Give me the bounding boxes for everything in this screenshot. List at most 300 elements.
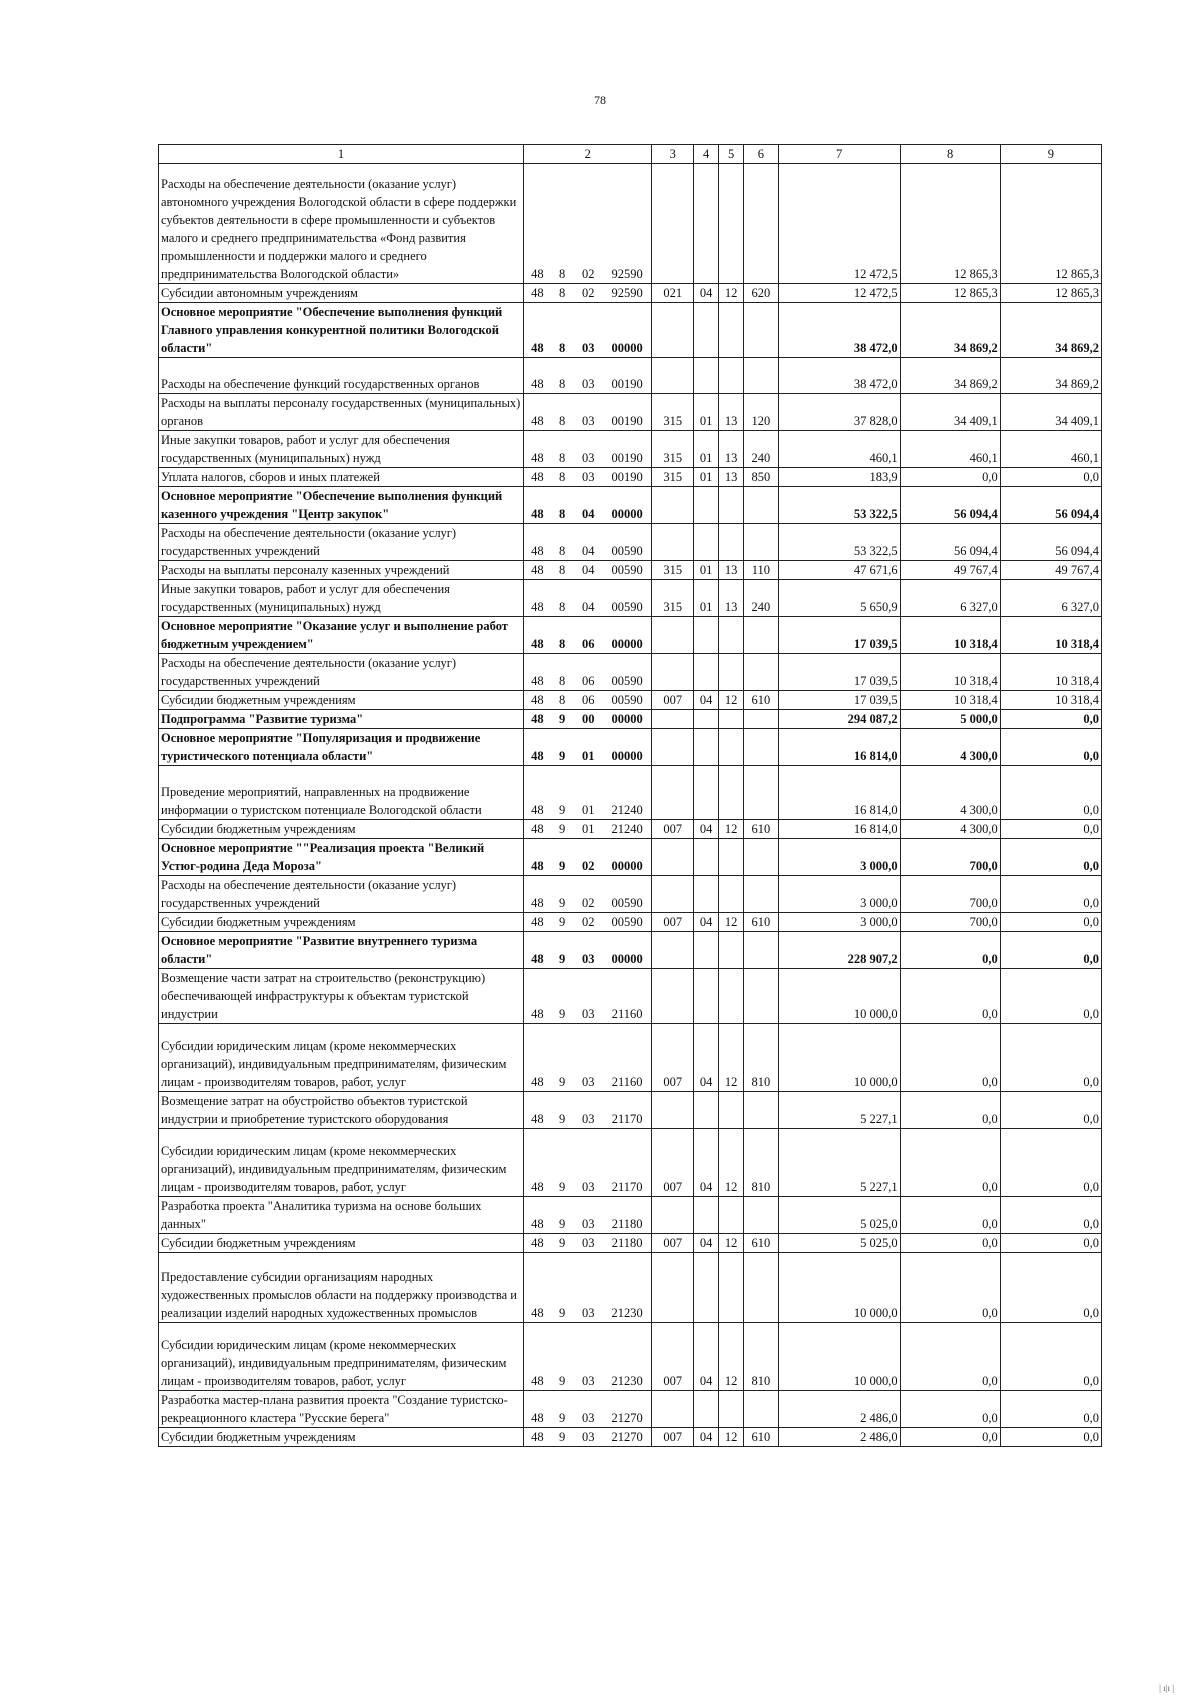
cell-c5	[719, 358, 744, 394]
cell-v7: 16 814,0	[778, 820, 900, 839]
cell-c: 03	[574, 394, 603, 431]
header-cell: 5	[719, 145, 744, 164]
cell-v9: 0,0	[1000, 1092, 1101, 1129]
cell-a: 48	[524, 932, 551, 969]
header-row	[159, 145, 1102, 164]
cell-c3: 007	[652, 691, 694, 710]
cell-d: 00000	[603, 839, 652, 876]
cell-b: 8	[551, 580, 574, 617]
cell-c5	[719, 839, 744, 876]
table-row	[159, 284, 1102, 303]
cell-c: 03	[574, 1024, 603, 1092]
cell-v8: 0,0	[900, 1428, 1000, 1447]
cell-c4	[694, 876, 719, 913]
cell-v9: 0,0	[1000, 876, 1101, 913]
cell-a: 48	[524, 580, 551, 617]
table-row	[159, 1197, 1102, 1234]
cell-v7: 3 000,0	[778, 876, 900, 913]
cell-a: 48	[524, 729, 551, 766]
cell-c4: 01	[694, 431, 719, 468]
cell-d: 00190	[603, 431, 652, 468]
cell-v7: 47 671,6	[778, 561, 900, 580]
cell-c4	[694, 1197, 719, 1234]
cell-d: 21240	[603, 820, 652, 839]
cell-b: 9	[551, 1253, 574, 1323]
cell-c3: 007	[652, 1024, 694, 1092]
cell-b: 8	[551, 524, 574, 561]
header-cell: 1	[159, 145, 524, 164]
cell-c5: 13	[719, 394, 744, 431]
cell-a: 48	[524, 1391, 551, 1428]
header-cell: 2	[524, 145, 652, 164]
cell-c6	[744, 617, 778, 654]
cell-d: 21270	[603, 1391, 652, 1428]
cell-c5	[719, 1253, 744, 1323]
row-name: Субсидии юридическим лицам (кроме некоммерческих организаций), индивидуальным предпринимателям, физическим лицам - производителям товаров, работ, услуг	[159, 1323, 524, 1391]
cell-c4: 01	[694, 561, 719, 580]
cell-c3	[652, 1253, 694, 1323]
cell-a: 48	[524, 820, 551, 839]
cell-c6: 810	[744, 1024, 778, 1092]
cell-v9: 10 318,4	[1000, 691, 1101, 710]
cell-c: 04	[574, 487, 603, 524]
cell-v8: 56 094,4	[900, 524, 1000, 561]
cell-v8: 5 000,0	[900, 710, 1000, 729]
cell-b: 9	[551, 1024, 574, 1092]
cell-v9: 10 318,4	[1000, 654, 1101, 691]
table-row	[159, 164, 1102, 284]
cell-c5	[719, 876, 744, 913]
cell-c: 03	[574, 1391, 603, 1428]
cell-c3: 007	[652, 913, 694, 932]
cell-v8: 10 318,4	[900, 617, 1000, 654]
cell-c: 02	[574, 839, 603, 876]
cell-b: 8	[551, 394, 574, 431]
cell-v9: 0,0	[1000, 1129, 1101, 1197]
cell-d: 00590	[603, 691, 652, 710]
cell-c5: 13	[719, 561, 744, 580]
header-cell: 3	[652, 145, 694, 164]
cell-d: 00190	[603, 468, 652, 487]
cell-v8: 0,0	[900, 1234, 1000, 1253]
cell-v7: 10 000,0	[778, 1323, 900, 1391]
table-row	[159, 932, 1102, 969]
table-row	[159, 1024, 1102, 1092]
cell-a: 48	[524, 1197, 551, 1234]
cell-v8: 34 869,2	[900, 358, 1000, 394]
row-name: Проведение мероприятий, направленных на продвижение информации о туристском потенциале Вологодской области	[159, 766, 524, 820]
cell-b: 9	[551, 1197, 574, 1234]
cell-d: 00590	[603, 561, 652, 580]
cell-v7: 53 322,5	[778, 524, 900, 561]
cell-c6: 610	[744, 691, 778, 710]
cell-b: 8	[551, 617, 574, 654]
row-name: Субсидии юридическим лицам (кроме некоммерческих организаций), индивидуальным предпринимателям, физическим лицам - производителям товаров, работ, услуг	[159, 1129, 524, 1197]
cell-c6: 610	[744, 913, 778, 932]
cell-c4: 04	[694, 913, 719, 932]
cell-b: 9	[551, 766, 574, 820]
cell-b: 8	[551, 284, 574, 303]
cell-d: 21160	[603, 969, 652, 1024]
cell-b: 9	[551, 1234, 574, 1253]
cell-v7: 10 000,0	[778, 969, 900, 1024]
table-row	[159, 468, 1102, 487]
cell-c5: 12	[719, 1129, 744, 1197]
cell-c5: 12	[719, 1323, 744, 1391]
cell-c: 01	[574, 766, 603, 820]
cell-v9: 6 327,0	[1000, 580, 1101, 617]
cell-a: 48	[524, 394, 551, 431]
row-name: Субсидии автономным учреждениям	[159, 284, 524, 303]
cell-v8: 0,0	[900, 468, 1000, 487]
cell-d: 00190	[603, 394, 652, 431]
cell-c: 06	[574, 691, 603, 710]
cell-c3: 021	[652, 284, 694, 303]
cell-b: 9	[551, 729, 574, 766]
cell-c: 01	[574, 729, 603, 766]
cell-a: 48	[524, 468, 551, 487]
table-row	[159, 710, 1102, 729]
cell-c3	[652, 729, 694, 766]
table-row	[159, 1129, 1102, 1197]
table-row	[159, 431, 1102, 468]
cell-v7: 53 322,5	[778, 487, 900, 524]
table-row	[159, 654, 1102, 691]
cell-v9: 0,0	[1000, 932, 1101, 969]
cell-d: 00000	[603, 729, 652, 766]
cell-a: 48	[524, 561, 551, 580]
cell-c: 03	[574, 1197, 603, 1234]
cell-c5: 13	[719, 580, 744, 617]
header-cell: 7	[778, 145, 900, 164]
row-name: Иные закупки товаров, работ и услуг для обеспечения государственных (муниципальных) нужд	[159, 431, 524, 468]
row-name: Субсидии юридическим лицам (кроме некоммерческих организаций), индивидуальным предпринимателям, физическим лицам - производителям товаров, работ, услуг	[159, 1024, 524, 1092]
cell-c3	[652, 303, 694, 358]
cell-c5	[719, 729, 744, 766]
cell-c: 03	[574, 358, 603, 394]
header-cell: 8	[900, 145, 1000, 164]
cell-v7: 17 039,5	[778, 691, 900, 710]
row-name: Субсидии бюджетным учреждениям	[159, 1234, 524, 1253]
cell-c3	[652, 876, 694, 913]
cell-c5: 12	[719, 284, 744, 303]
cell-v9: 34 869,2	[1000, 358, 1101, 394]
cell-d: 92590	[603, 164, 652, 284]
cell-v9: 56 094,4	[1000, 487, 1101, 524]
cell-c6	[744, 487, 778, 524]
cell-c6	[744, 1391, 778, 1428]
cell-c3	[652, 524, 694, 561]
cell-d: 21180	[603, 1197, 652, 1234]
cell-b: 9	[551, 1129, 574, 1197]
cell-c4: 04	[694, 284, 719, 303]
cell-a: 48	[524, 431, 551, 468]
cell-c3: 007	[652, 820, 694, 839]
cell-c4	[694, 164, 719, 284]
page-number: 78	[594, 93, 606, 107]
cell-v9: 34 869,2	[1000, 303, 1101, 358]
cell-v8: 0,0	[900, 932, 1000, 969]
cell-b: 9	[551, 876, 574, 913]
cell-c3	[652, 766, 694, 820]
cell-d: 00000	[603, 487, 652, 524]
cell-v9: 0,0	[1000, 820, 1101, 839]
cell-c5: 13	[719, 468, 744, 487]
cell-c3: 007	[652, 1234, 694, 1253]
cell-c: 03	[574, 1253, 603, 1323]
cell-c5	[719, 766, 744, 820]
cell-v7: 16 814,0	[778, 729, 900, 766]
row-name: Основное мероприятие "Обеспечение выполнения функций Главного управления конкурентной политики Вологодской области"	[159, 303, 524, 358]
cell-v7: 37 828,0	[778, 394, 900, 431]
row-name: Основное мероприятие "Оказание услуг и выполнение работ бюджетным учреждением"	[159, 617, 524, 654]
cell-c: 03	[574, 468, 603, 487]
cell-c5	[719, 303, 744, 358]
cell-v7: 10 000,0	[778, 1253, 900, 1323]
cell-c4	[694, 932, 719, 969]
cell-d: 21180	[603, 1234, 652, 1253]
cell-a: 48	[524, 710, 551, 729]
cell-v8: 6 327,0	[900, 580, 1000, 617]
table-row	[159, 1323, 1102, 1391]
cell-c5	[719, 487, 744, 524]
cell-v8: 460,1	[900, 431, 1000, 468]
cell-v8: 10 318,4	[900, 654, 1000, 691]
cell-c: 06	[574, 654, 603, 691]
table-row	[159, 580, 1102, 617]
cell-v7: 460,1	[778, 431, 900, 468]
cell-v7: 5 025,0	[778, 1197, 900, 1234]
cell-b: 9	[551, 1323, 574, 1391]
cell-v9: 0,0	[1000, 710, 1101, 729]
cell-c3	[652, 839, 694, 876]
cell-c6: 240	[744, 431, 778, 468]
cell-a: 48	[524, 358, 551, 394]
cell-a: 48	[524, 303, 551, 358]
scan-mark: | ı|ı |	[1159, 1683, 1174, 1693]
cell-c5	[719, 932, 744, 969]
cell-d: 21230	[603, 1323, 652, 1391]
cell-c4: 04	[694, 691, 719, 710]
cell-d: 00590	[603, 876, 652, 913]
cell-v9: 0,0	[1000, 766, 1101, 820]
cell-v8: 34 869,2	[900, 303, 1000, 358]
cell-v8: 4 300,0	[900, 766, 1000, 820]
cell-b: 9	[551, 932, 574, 969]
cell-v9: 56 094,4	[1000, 524, 1101, 561]
cell-c: 04	[574, 524, 603, 561]
cell-a: 48	[524, 1234, 551, 1253]
cell-d: 21240	[603, 766, 652, 820]
cell-c6: 120	[744, 394, 778, 431]
cell-c3: 315	[652, 394, 694, 431]
row-name: Иные закупки товаров, работ и услуг для обеспечения государственных (муниципальных) нужд	[159, 580, 524, 617]
cell-c3	[652, 969, 694, 1024]
cell-c4	[694, 729, 719, 766]
cell-c5: 12	[719, 820, 744, 839]
cell-c4	[694, 710, 719, 729]
cell-c4: 04	[694, 1129, 719, 1197]
cell-c6	[744, 729, 778, 766]
cell-v7: 12 472,5	[778, 284, 900, 303]
cell-v7: 17 039,5	[778, 617, 900, 654]
cell-d: 92590	[603, 284, 652, 303]
cell-c3	[652, 1197, 694, 1234]
cell-v7: 10 000,0	[778, 1024, 900, 1092]
cell-c4	[694, 839, 719, 876]
cell-a: 48	[524, 1253, 551, 1323]
cell-c6	[744, 766, 778, 820]
cell-v8: 49 767,4	[900, 561, 1000, 580]
cell-c5	[719, 524, 744, 561]
table-row	[159, 617, 1102, 654]
cell-d: 21160	[603, 1024, 652, 1092]
cell-c3	[652, 617, 694, 654]
cell-v7: 16 814,0	[778, 766, 900, 820]
cell-c3	[652, 487, 694, 524]
cell-v8: 700,0	[900, 839, 1000, 876]
cell-c: 03	[574, 1323, 603, 1391]
cell-v9: 10 318,4	[1000, 617, 1101, 654]
cell-d: 00000	[603, 617, 652, 654]
cell-v7: 2 486,0	[778, 1428, 900, 1447]
cell-v8: 0,0	[900, 1323, 1000, 1391]
cell-c5	[719, 1197, 744, 1234]
cell-v7: 2 486,0	[778, 1391, 900, 1428]
row-name: Расходы на выплаты персоналу казенных учреждений	[159, 561, 524, 580]
header-cell: 6	[744, 145, 778, 164]
cell-c5: 12	[719, 1234, 744, 1253]
cell-b: 8	[551, 303, 574, 358]
row-name: Субсидии бюджетным учреждениям	[159, 820, 524, 839]
cell-c6: 610	[744, 820, 778, 839]
cell-c4: 04	[694, 1234, 719, 1253]
cell-c3	[652, 710, 694, 729]
table-row	[159, 839, 1102, 876]
cell-c6: 620	[744, 284, 778, 303]
cell-c6	[744, 1197, 778, 1234]
cell-d: 00000	[603, 303, 652, 358]
cell-v9: 0,0	[1000, 913, 1101, 932]
cell-c4	[694, 969, 719, 1024]
row-name: Основное мероприятие "Популяризация и продвижение туристического потенциала области"	[159, 729, 524, 766]
cell-c4	[694, 1253, 719, 1323]
row-name: Возмещение части затрат на строительство (реконструкцию) обеспечивающей инфраструктуры к объектам туристской индустрии	[159, 969, 524, 1024]
cell-c5: 12	[719, 1024, 744, 1092]
cell-v7: 183,9	[778, 468, 900, 487]
row-name: Расходы на обеспечение функций государственных органов	[159, 358, 524, 394]
cell-v8: 12 865,3	[900, 164, 1000, 284]
cell-v8: 0,0	[900, 1391, 1000, 1428]
row-name: Основное мероприятие ""Реализация проекта "Великий Устюг-родина Деда Мороза"	[159, 839, 524, 876]
cell-v9: 12 865,3	[1000, 164, 1101, 284]
cell-c5	[719, 654, 744, 691]
cell-v8: 12 865,3	[900, 284, 1000, 303]
cell-c3	[652, 358, 694, 394]
row-name: Субсидии бюджетным учреждениям	[159, 913, 524, 932]
row-name: Возмещение затрат на обустройство объектов туристской индустрии и приобретение туристского оборудования	[159, 1092, 524, 1129]
cell-v7: 294 087,2	[778, 710, 900, 729]
cell-c: 03	[574, 1129, 603, 1197]
cell-c4	[694, 654, 719, 691]
table-row	[159, 561, 1102, 580]
cell-v9: 0,0	[1000, 1024, 1101, 1092]
cell-c: 04	[574, 561, 603, 580]
cell-v8: 0,0	[900, 1024, 1000, 1092]
cell-a: 48	[524, 766, 551, 820]
cell-c5	[719, 1391, 744, 1428]
table-row	[159, 303, 1102, 358]
cell-c6	[744, 358, 778, 394]
cell-c4	[694, 303, 719, 358]
cell-b: 9	[551, 839, 574, 876]
cell-c: 03	[574, 431, 603, 468]
cell-v9: 460,1	[1000, 431, 1101, 468]
cell-c3: 315	[652, 431, 694, 468]
cell-c3: 315	[652, 561, 694, 580]
cell-c4: 01	[694, 468, 719, 487]
cell-c: 01	[574, 820, 603, 839]
cell-b: 9	[551, 913, 574, 932]
cell-v8: 4 300,0	[900, 729, 1000, 766]
cell-d: 21170	[603, 1092, 652, 1129]
cell-v9: 12 865,3	[1000, 284, 1101, 303]
cell-a: 48	[524, 1129, 551, 1197]
cell-d: 21230	[603, 1253, 652, 1323]
table-row	[159, 1234, 1102, 1253]
cell-v7: 5 227,1	[778, 1092, 900, 1129]
cell-v9: 0,0	[1000, 839, 1101, 876]
cell-c6	[744, 932, 778, 969]
cell-v9: 0,0	[1000, 1234, 1101, 1253]
cell-a: 48	[524, 1092, 551, 1129]
cell-c: 00	[574, 710, 603, 729]
cell-c3	[652, 1092, 694, 1129]
cell-d: 00590	[603, 913, 652, 932]
cell-a: 48	[524, 1323, 551, 1391]
row-name: Уплата налогов, сборов и иных платежей	[159, 468, 524, 487]
cell-v9: 0,0	[1000, 1253, 1101, 1323]
cell-a: 48	[524, 487, 551, 524]
cell-c: 03	[574, 1092, 603, 1129]
cell-v9: 0,0	[1000, 1323, 1101, 1391]
cell-c6: 810	[744, 1323, 778, 1391]
cell-d: 00590	[603, 524, 652, 561]
cell-a: 48	[524, 1428, 551, 1447]
cell-a: 48	[524, 654, 551, 691]
cell-d: 21270	[603, 1428, 652, 1447]
cell-c3	[652, 932, 694, 969]
cell-c4: 04	[694, 1323, 719, 1391]
cell-a: 48	[524, 691, 551, 710]
cell-v9: 0,0	[1000, 468, 1101, 487]
cell-c6: 110	[744, 561, 778, 580]
cell-v8: 0,0	[900, 1092, 1000, 1129]
cell-d: 00000	[603, 710, 652, 729]
table-row	[159, 1253, 1102, 1323]
cell-v8: 0,0	[900, 1129, 1000, 1197]
cell-v7: 5 227,1	[778, 1129, 900, 1197]
cell-c5	[719, 710, 744, 729]
cell-c5: 12	[719, 1428, 744, 1447]
table-row	[159, 524, 1102, 561]
cell-v9: 0,0	[1000, 969, 1101, 1024]
cell-b: 9	[551, 1092, 574, 1129]
cell-v7: 5 650,9	[778, 580, 900, 617]
cell-c5: 13	[719, 431, 744, 468]
cell-v8: 700,0	[900, 876, 1000, 913]
cell-v8: 34 409,1	[900, 394, 1000, 431]
